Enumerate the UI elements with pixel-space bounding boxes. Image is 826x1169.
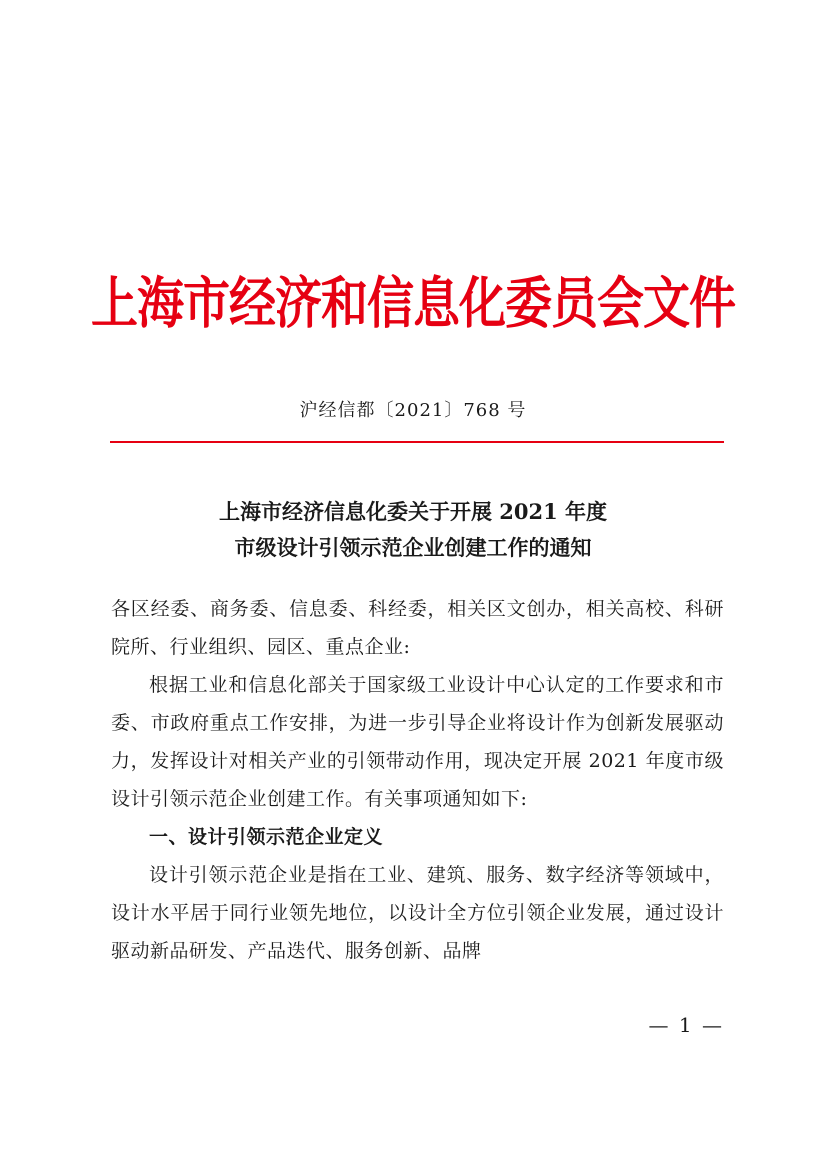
notice-title-line-1: 上海市经济信息化委关于开展 2021 年度 bbox=[218, 499, 608, 524]
notice-title bbox=[0, 494, 826, 566]
recipients: 各区经委、商务委、信息委、科经委，相关区文创办，相关高校、科研院所、行业组织、园区、重点企业: bbox=[111, 598, 724, 658]
body-text bbox=[111, 590, 724, 970]
notice-title-line-2: 市级设计引领示范企业创建工作的通知 bbox=[234, 535, 592, 560]
page-number: — 1 — bbox=[648, 1013, 724, 1037]
paragraph-2: 设计引领示范企业是指在工业、建筑、服务、数字经济等领域中，设计水平居于同行业领先地位，以设计全方位引领企业发展，通过设计驱动新品研发、产品迭代、服务创新、品牌 bbox=[111, 864, 724, 962]
org-title: 上海市经济和信息化委员会文件 bbox=[91, 271, 735, 337]
paragraph-1: 根据工业和信息化部关于国家级工业设计中心认定的工作要求和市委、市政府重点工作安排，为进一步引导企业将设计作为创新发展驱动力，发挥设计对相关产业的引领带动作用，现决定开展 2021 年度市级设计引领示范企业创建工作。有关事项通知如下: bbox=[111, 674, 724, 810]
section-1-heading: 一、设计引领示范企业定义 bbox=[149, 826, 384, 848]
red-divider bbox=[110, 441, 724, 443]
document-number: 沪经信都〔2021〕768 号 bbox=[299, 400, 527, 421]
